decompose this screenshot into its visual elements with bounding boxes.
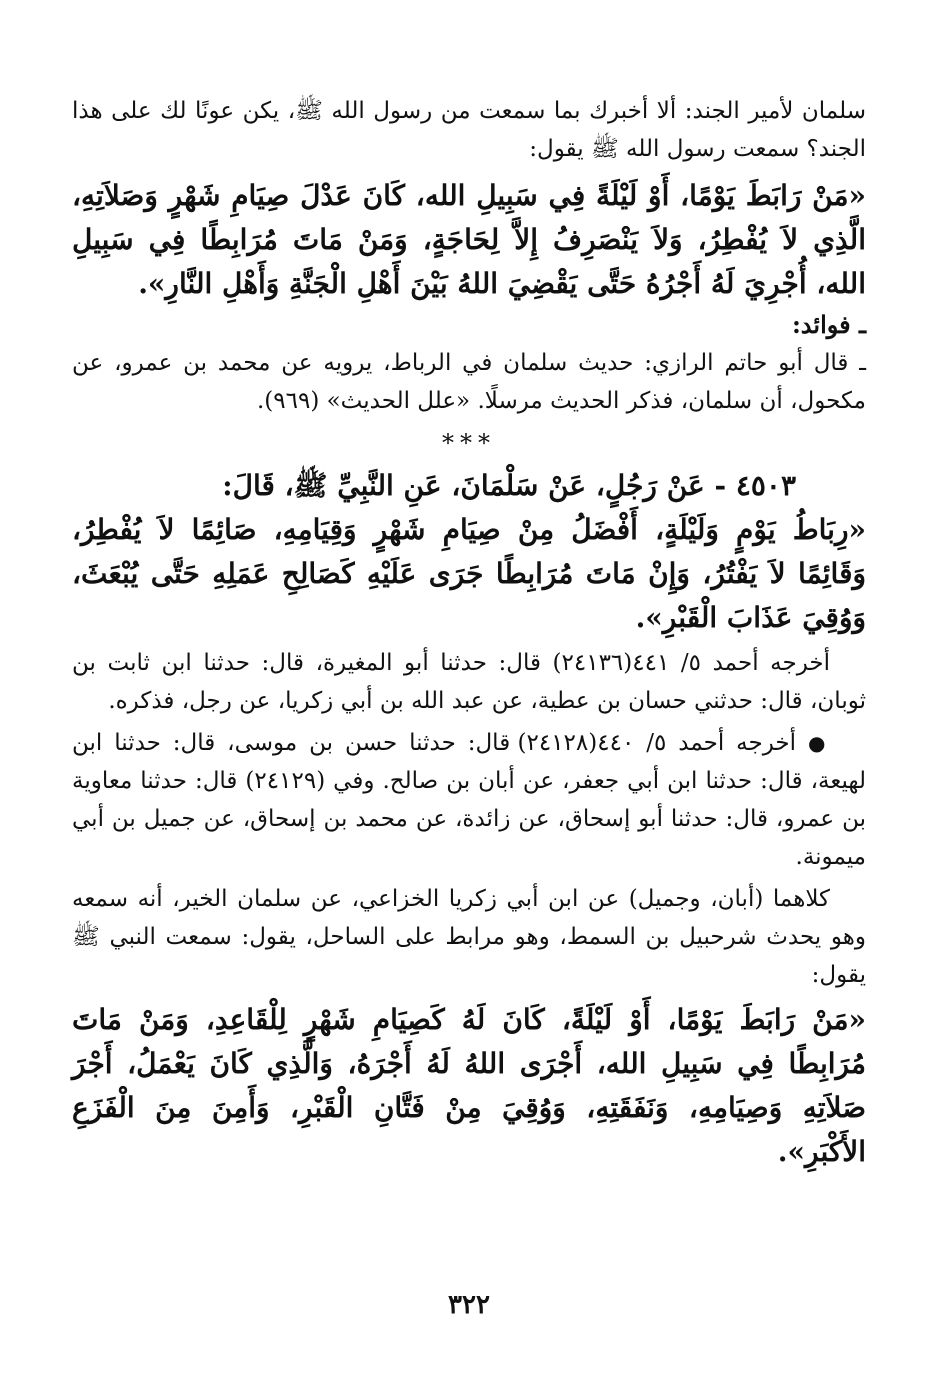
fawaid-heading: ـ فوائد: — [791, 310, 866, 339]
bullet-icon: ● — [807, 731, 831, 755]
paragraph-intro: سلمان لأمير الجند: ألا أخبرك بما سمعت من رسول الله ﷺ، يكن عونًا لك على هذا الجند؟ سمعت رسول الله ﷺ يقول: — [72, 98, 866, 162]
paragraph-kilahuma: كلاهما (أبان، وجميل) عن ابن أبي زكريا الخزاعي، عن سلمان الخير، أنه سمعه وهو يحدث شرحبيل بن السمط، وهو مرابط على الساحل، يقول: سمعت النبي ﷺ يقول: — [72, 886, 866, 988]
hadith-text-3: «مَنْ رَابَطَ يَوْمًا، أَوْ لَيْلَةً، كَانَ لَهُ كَصِيَامِ شَهْرٍ لِلْقَاعِدِ، وَمَنْ مَاتَ مُرَابِطًا فِي سَبِيلِ الله، أَجْرَى اللهُ لَهُ أَجْرَهُ، وَالَّذِي كَانَ يَعْمَلُ، أَجْرَ صَلاَتِهِ وَصِيَامِهِ، وَنَفَقَتِهِ، وَوُقِيَ مِنْ فَتَّانِ الْقَبْرِ، وَأَمِنَ مِنَ الْفَزَعِ الأَكْبَرِ». — [72, 1003, 866, 1168]
paragraph-takhrij-2 — [72, 724, 866, 876]
section-separator: *** — [442, 429, 496, 457]
page-number: ٣٢٢ — [448, 1290, 490, 1320]
takhrij-2-text: أخرجه أحمد ٥/ ٤٤٠(٢٤١٢٨) قال: حدثنا حسن بن موسى، قال: حدثنا ابن لهيعة، قال: حدثنا ابن أبي جعفر، عن أبان بن صالح. وفي (٢٤١٢٩) قال: حدثنا معاوية بن عمرو، قال: حدثنا أبو إسحاق، عن زائدة، عن محمد بن إسحاق، عن جميل بن أبي ميمونة. — [72, 730, 866, 870]
hadith-text-1: «مَنْ رَابَطَ يَوْمًا، أَوْ لَيْلَةً فِي سَبِيلِ الله، كَانَ عَدْلَ صِيَامِ شَهْرٍ وَصَلاَتِهِ، الَّذِي لاَ يُفْطِرُ، وَلاَ يَنْصَرِفُ إِلاَّ لِحَاجَةٍ، وَمَنْ مَاتَ مُرَابِطًا فِي سَبِيلِ الله، أُجْرِيَ لَهُ أَجْرُهُ حَتَّى يَقْضِيَ اللهُ بَيْنَ أَهْلِ الْجَنَّةِ وَأَهْلِ النَّارِ». — [72, 179, 866, 300]
paragraph-takhrij-1: أخرجه أحمد ٥/ ٤٤١(٢٤١٣٦) قال: حدثنا أبو المغيرة، قال: حدثنا ابن ثابت بن ثوبان، قال: حدثني حسان بن عطية، عن عبد الله بن أبي زكريا، عن رجل، فذكره. — [72, 650, 866, 714]
paragraph-abu-hatim: ـ قال أبو حاتم الرازي: حديث سلمان في الرباط، يرويه عن محمد بن عمرو، عن مكحول، أن سلمان، فذكر الحديث مرسلًا. «علل الحديث» (٩٦٩). — [72, 350, 866, 414]
hadith-heading — [72, 464, 866, 508]
hadith-intro: - عَنْ رَجُلٍ، عَنْ سَلْمَانَ، عَنِ النَّبِيِّ ﷺ، قَالَ: — [222, 469, 727, 502]
hadith-number: ٤٥٠٣ — [735, 469, 796, 502]
hadith-text-2: «رِبَاطُ يَوْمٍ وَلَيْلَةٍ، أَفْضَلُ مِنْ صِيَامِ شَهْرٍ وَقِيَامِهِ، صَائِمًا لاَ يُفْطِرُ، وَقَائِمًا لاَ يَفْتُرُ، وَإِنْ مَاتَ مُرَابِطًا جَرَى عَلَيْهِ كَصَالِحِ عَمَلِهِ حَتَّى يُبْعَثَ، وَوُقِيَ عَذَابَ الْقَبْرِ». — [72, 513, 866, 634]
